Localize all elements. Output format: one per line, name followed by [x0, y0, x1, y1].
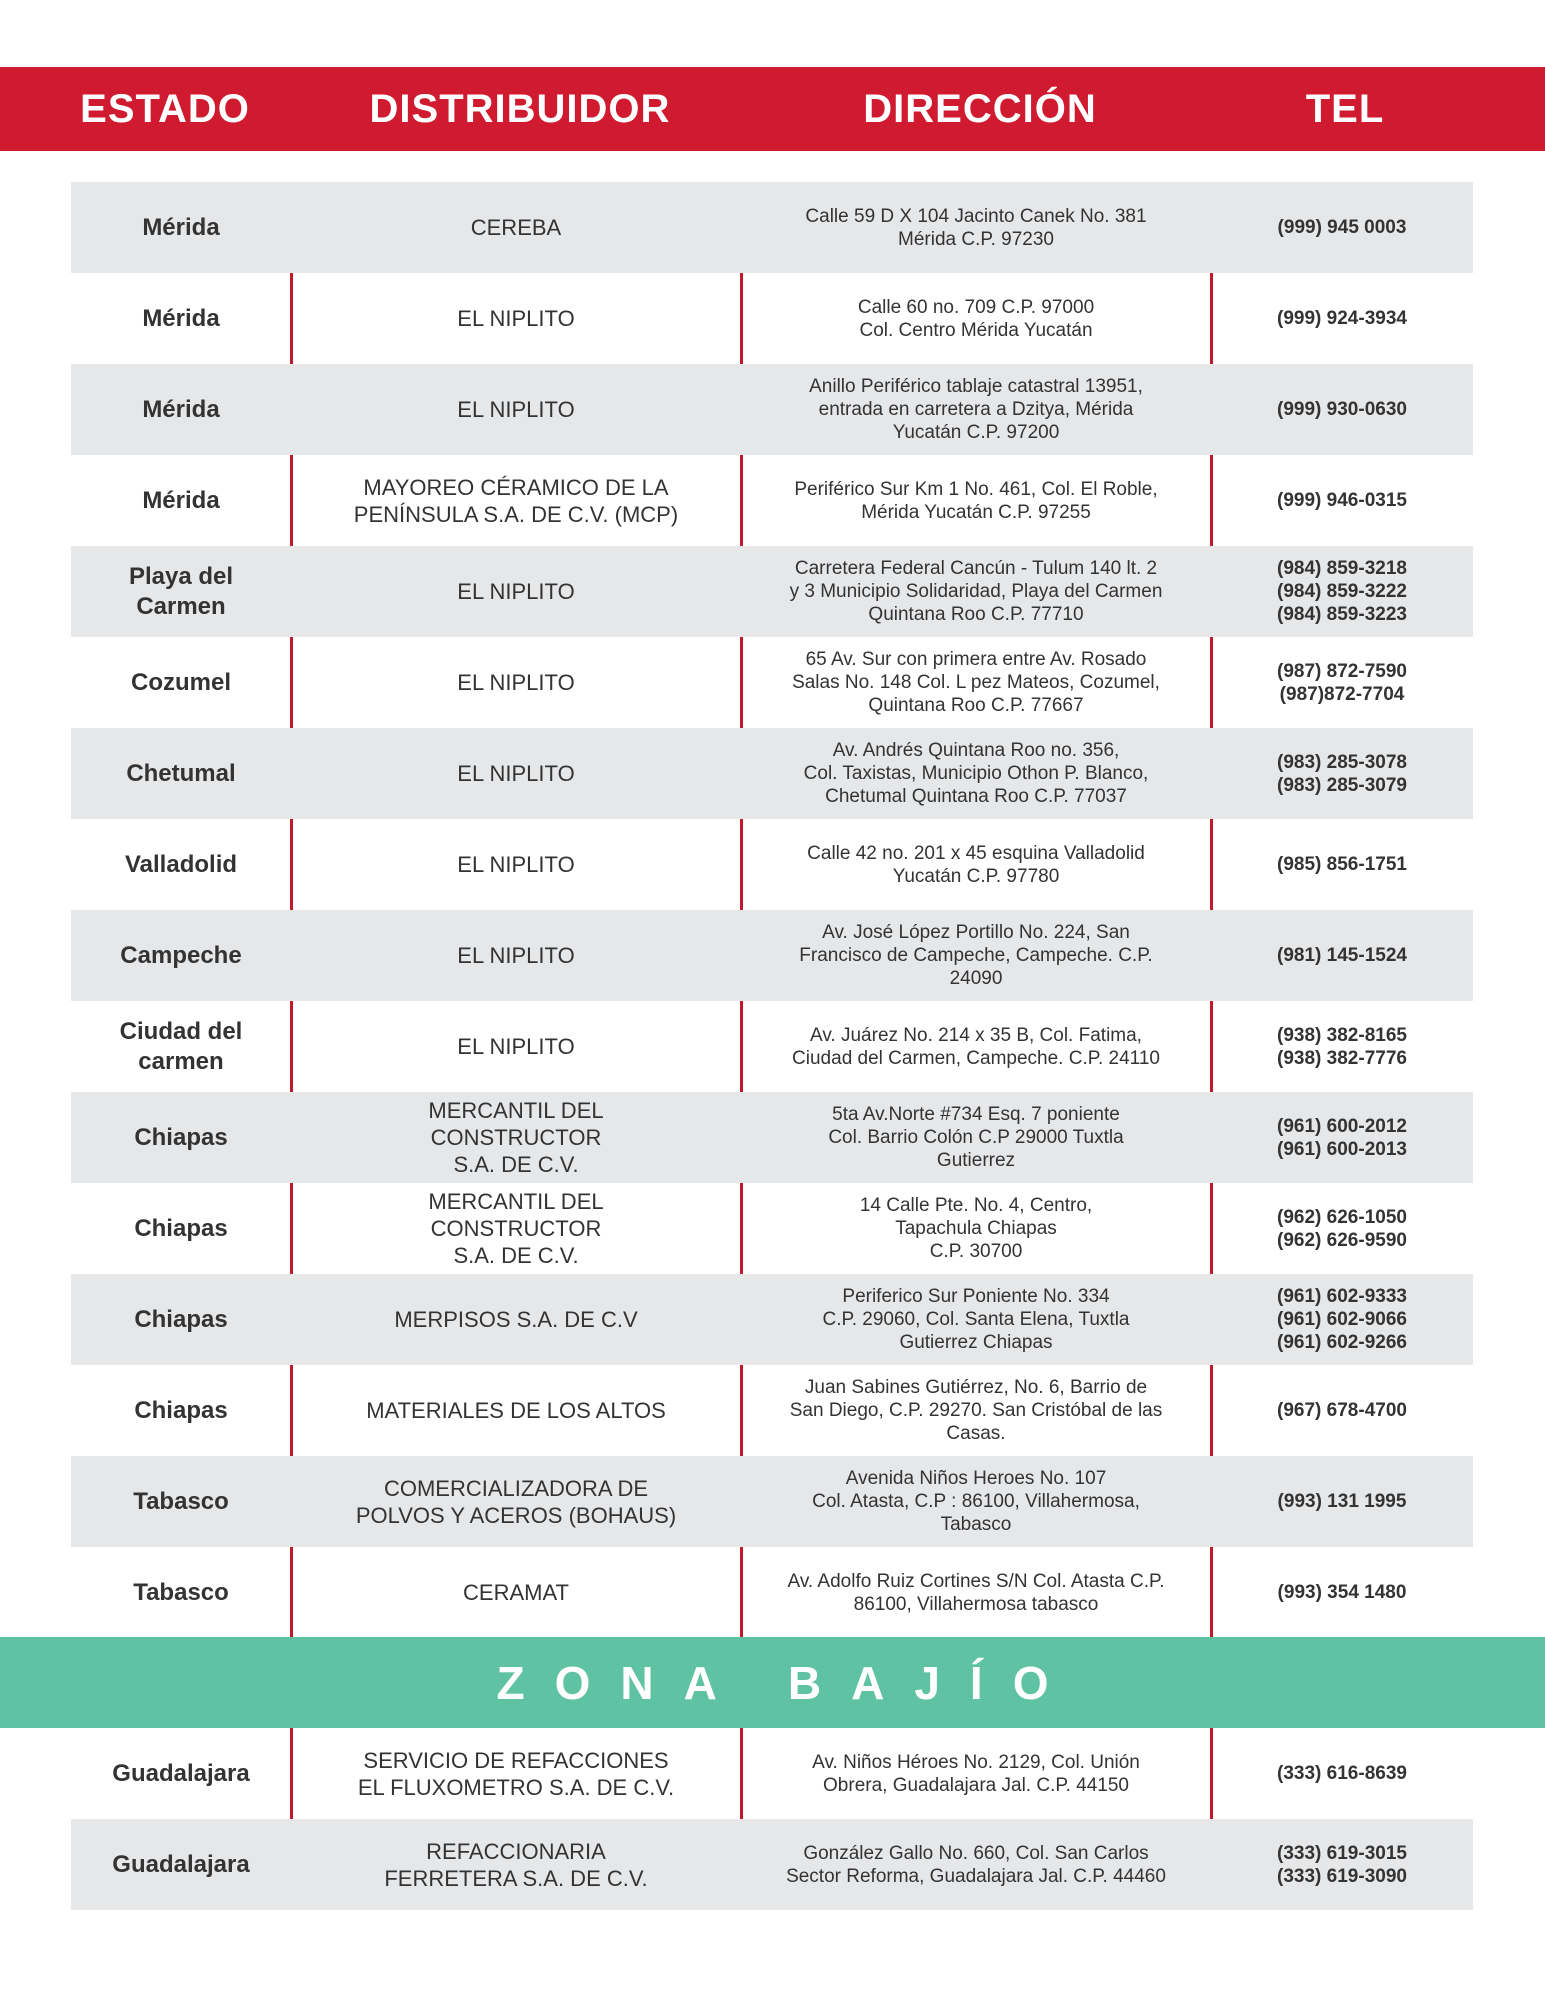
- estado-cell: [71, 1274, 291, 1365]
- column-divider: [290, 819, 293, 910]
- direccion-cell-line: Col. Barrio Colón C.P 29000 Tuxtla: [828, 1127, 1124, 1148]
- column-divider: [740, 1365, 743, 1456]
- direccion-cell: [741, 1274, 1211, 1365]
- direccion-cell-line: Gutierrez: [936, 1150, 1016, 1171]
- tel-cell-line: (987) 872-7590: [1277, 660, 1407, 682]
- direccion-cell-line: Salas No. 148 Col. L pez Mateos, Cozumel,: [792, 672, 1160, 693]
- distribuidor-cell-line: FERRETERA S.A. DE C.V.: [384, 1865, 648, 1891]
- distribuidor-cell: [291, 1183, 741, 1274]
- direccion-cell: [741, 546, 1211, 637]
- table-row: [71, 1547, 1473, 1638]
- column-divider: [290, 273, 293, 364]
- tel-cell: [1211, 1001, 1473, 1092]
- zona-bajio-title: ZONA BAJÍO: [496, 1656, 1079, 1709]
- direccion-cell-line: Sector Reforma, Guadalajara Jal. C.P. 44460: [786, 1865, 1166, 1887]
- direccion-cell-line: González Gallo No. 660, Col. San Carlos: [803, 1842, 1149, 1864]
- distribuidor-cell-line: S.A. DE C.V.: [453, 1152, 579, 1177]
- distribuidor-cell: [291, 364, 741, 455]
- tel-cell: [1211, 1092, 1473, 1183]
- tel-cell: [1211, 910, 1473, 1001]
- distribuidor-cell-line: EL NIPLITO: [457, 306, 575, 331]
- tel-cell-line: (333) 616-8639: [1277, 1763, 1407, 1784]
- tel-cell: [1211, 1456, 1473, 1547]
- distribuidor-cell-line: EL NIPLITO: [457, 852, 575, 877]
- direccion-cell-line: Mérida Yucatán C.P. 97255: [861, 501, 1091, 523]
- direccion-cell: [741, 182, 1211, 273]
- distribuidor-cell-line: EL FLUXOMETRO S.A. DE C.V.: [357, 1774, 675, 1800]
- distribuidor-cell: [291, 1456, 741, 1547]
- tel-cell: [1211, 728, 1473, 819]
- estado-cell-line: Playa del: [128, 562, 234, 590]
- column-divider: [740, 273, 743, 364]
- table-row: [71, 1092, 1473, 1183]
- direccion-cell-line: 24090: [949, 968, 1003, 989]
- table-row: [71, 1728, 1473, 1819]
- estado-cell-line: Campeche: [120, 941, 242, 969]
- direccion-cell: [741, 819, 1211, 910]
- direccion-cell-line: Yucatán C.P. 97200: [892, 422, 1060, 443]
- tel-cell-line: (984) 859-3218: [1277, 558, 1407, 579]
- tel-cell-line: (999) 945 0003: [1277, 217, 1407, 238]
- estado-cell: [71, 637, 291, 728]
- distribuidor-cell-line: SERVICIO DE REFACCIONES: [363, 1747, 669, 1773]
- column-divider: [290, 455, 293, 546]
- estado-cell: [71, 1728, 291, 1819]
- table-row: [71, 1819, 1473, 1910]
- direccion-cell: [741, 910, 1211, 1001]
- column-divider: [1210, 1547, 1213, 1638]
- tel-cell-line: (962) 626-9590: [1277, 1229, 1407, 1251]
- direccion-cell: [741, 1456, 1211, 1547]
- tel-cell-line: (333) 619-3015: [1277, 1842, 1407, 1864]
- column-divider: [290, 1001, 293, 1092]
- tel-cell-line: (938) 382-7776: [1277, 1047, 1407, 1069]
- table-row: [71, 819, 1473, 910]
- estado-cell-line: carmen: [138, 1047, 224, 1075]
- distribuidor-cell-line: EL NIPLITO: [457, 397, 575, 422]
- direccion-cell-line: Av. Juárez No. 214 x 35 B, Col. Fatima,: [810, 1024, 1142, 1046]
- tel-cell: [1211, 1274, 1473, 1365]
- distribuidor-cell: [291, 455, 741, 546]
- estado-cell: [71, 1819, 291, 1910]
- estado-cell-line: Chiapas: [134, 1305, 228, 1333]
- estado-cell-line: Mérida: [142, 395, 220, 423]
- direccion-cell-line: Carretera Federal Cancún - Tulum 140 lt. 2: [794, 558, 1158, 579]
- tel-cell: [1211, 546, 1473, 637]
- estado-cell: [71, 546, 291, 637]
- direccion-cell: [741, 1092, 1211, 1183]
- tel-cell: [1211, 364, 1473, 455]
- direccion-cell-line: Quintana Roo C.P. 77710: [868, 604, 1084, 625]
- direccion-cell-line: Tapachula Chiapas: [895, 1218, 1057, 1239]
- direccion-cell-line: y 3 Municipio Solidaridad, Playa del Carmen: [789, 581, 1163, 602]
- column-divider: [740, 1001, 743, 1092]
- table-row: [71, 546, 1473, 637]
- tel-cell-line: (984) 859-3222: [1277, 581, 1407, 602]
- direccion-cell-line: C.P. 29060, Col. Santa Elena, Tuxtla: [822, 1309, 1130, 1330]
- column-divider: [1210, 455, 1213, 546]
- direccion-cell: [741, 1365, 1211, 1456]
- distribuidor-cell: [291, 1001, 741, 1092]
- direccion-cell: [741, 1728, 1211, 1819]
- distribuidor-cell: [291, 273, 741, 364]
- estado-cell-line: Chiapas: [134, 1396, 228, 1424]
- tel-cell-line: (983) 285-3079: [1277, 774, 1407, 796]
- column-divider: [740, 1547, 743, 1638]
- direccion-cell-line: Col. Taxistas, Municipio Othon P. Blanco,: [803, 763, 1149, 784]
- direccion-cell-line: Calle 42 no. 201 x 45 esquina Valladolid: [807, 842, 1145, 864]
- estado-cell-line: Guadalajara: [112, 1850, 250, 1878]
- tel-cell-line: (984) 859-3223: [1277, 604, 1407, 625]
- column-divider: [1210, 1183, 1213, 1274]
- distribuidor-cell-line: REFACCIONARIA: [426, 1838, 606, 1864]
- direccion-cell-line: Avenida Niños Heroes No. 107: [845, 1468, 1107, 1489]
- table-row: [71, 910, 1473, 1001]
- distribuidor-cell-line: MERCANTIL DEL: [428, 1098, 604, 1123]
- distribuidor-cell-line: COMERCIALIZADORA DE: [383, 1475, 649, 1501]
- distribuidor-cell-line: CONSTRUCTOR: [430, 1216, 602, 1241]
- direccion-cell-line: C.P. 30700: [929, 1241, 1023, 1262]
- tel-cell-line: (961) 600-2013: [1277, 1138, 1407, 1160]
- tel-cell: [1211, 637, 1473, 728]
- direccion-cell-line: Tabasco: [940, 1514, 1012, 1535]
- tel-cell: [1211, 1728, 1473, 1819]
- direccion-cell-line: Av. Adolfo Ruiz Cortines S/N Col. Atasta C.P.: [787, 1570, 1165, 1592]
- distribuidor-cell-line: MATERIALES DE LOS ALTOS: [366, 1398, 666, 1423]
- distribuidor-cell-line: EL NIPLITO: [457, 1034, 575, 1059]
- distribuidor-cell: [291, 182, 741, 273]
- column-divider: [290, 1547, 293, 1638]
- table-row: [71, 1274, 1473, 1365]
- direccion-cell-line: Ciudad del Carmen, Campeche. C.P. 24110: [792, 1047, 1160, 1069]
- column-divider: [740, 455, 743, 546]
- estado-cell-line: Chiapas: [134, 1123, 228, 1151]
- column-divider: [740, 637, 743, 728]
- direccion-cell-line: Calle 59 D X 104 Jacinto Canek No. 381: [805, 205, 1147, 227]
- estado-cell-line: Mérida: [142, 213, 220, 241]
- direccion-cell-line: 14 Calle Pte. No. 4, Centro,: [859, 1195, 1093, 1216]
- distribuidor-cell: [291, 1365, 741, 1456]
- tel-cell-line: (981) 145-1524: [1277, 945, 1407, 966]
- estado-cell-line: Mérida: [142, 304, 220, 332]
- distribuidor-cell-line: CEREBA: [470, 215, 562, 240]
- distribuidor-cell: [291, 728, 741, 819]
- estado-cell-line: Mérida: [142, 486, 220, 514]
- distribuidor-cell-line: EL NIPLITO: [457, 943, 575, 968]
- estado-cell-line: Guadalajara: [112, 1759, 250, 1787]
- direccion-cell-line: Av. José López Portillo No. 224, San: [822, 922, 1130, 943]
- tel-cell-line: (961) 602-9066: [1277, 1309, 1407, 1330]
- header-direccion: DIRECCIÓN: [863, 87, 1097, 131]
- estado-cell: [71, 182, 291, 273]
- header-tel: TEL: [1305, 87, 1385, 131]
- estado-cell: [71, 728, 291, 819]
- distribuidor-cell-line: CONSTRUCTOR: [430, 1125, 602, 1150]
- tel-cell: [1211, 273, 1473, 364]
- table-row: [71, 1001, 1473, 1092]
- table-row: [71, 728, 1473, 819]
- estado-cell-line: Tabasco: [133, 1578, 229, 1606]
- tel-cell-line: (962) 626-1050: [1277, 1206, 1407, 1228]
- distribuidor-cell-line: PENÍNSULA S.A. DE C.V. (MCP): [353, 501, 679, 527]
- distribuidor-cell-line: CERAMAT: [463, 1580, 569, 1605]
- distribuidor-cell-line: POLVOS Y ACEROS (BOHAUS): [355, 1502, 677, 1528]
- tel-cell-line: (999) 930-0630: [1277, 399, 1407, 420]
- direccion-cell-line: Periferico Sur Poniente No. 334: [842, 1286, 1110, 1307]
- distribuidor-cell-line: EL NIPLITO: [457, 670, 575, 695]
- direccion-cell: [741, 273, 1211, 364]
- distribuidor-cell-line: MERPISOS S.A. DE C.V: [394, 1307, 638, 1332]
- table-row: [71, 637, 1473, 728]
- distribuidor-cell-line: EL NIPLITO: [457, 579, 575, 604]
- estado-cell: [71, 455, 291, 546]
- column-divider: [290, 1365, 293, 1456]
- column-divider: [740, 1728, 743, 1819]
- estado-cell-line: Chiapas: [134, 1214, 228, 1242]
- direccion-cell-line: Anillo Periférico tablaje catastral 13951,: [809, 376, 1143, 397]
- tel-cell: [1211, 182, 1473, 273]
- direccion-cell-line: 86100, Villahermosa tabasco: [853, 1593, 1099, 1615]
- estado-cell: [71, 1183, 291, 1274]
- tel-cell: [1211, 455, 1473, 546]
- direccion-cell-line: Casas.: [946, 1423, 1006, 1444]
- tel-cell-line: (938) 382-8165: [1277, 1024, 1407, 1046]
- tel-cell: [1211, 1365, 1473, 1456]
- column-divider: [740, 1183, 743, 1274]
- direccion-cell: [741, 1547, 1211, 1638]
- tel-cell-line: (993) 131 1995: [1277, 1491, 1407, 1512]
- column-divider: [1210, 637, 1213, 728]
- direccion-cell-line: Chetumal Quintana Roo C.P. 77037: [825, 786, 1127, 807]
- direccion-cell: [741, 1183, 1211, 1274]
- tel-cell: [1211, 1183, 1473, 1274]
- direccion-cell: [741, 455, 1211, 546]
- distribuidor-cell: [291, 1819, 741, 1910]
- tel-cell-line: (961) 602-9266: [1277, 1332, 1407, 1353]
- distribuidor-cell: [291, 1728, 741, 1819]
- distribuidor-cell: [291, 910, 741, 1001]
- estado-cell-line: Tabasco: [133, 1487, 229, 1515]
- estado-cell-line: Chetumal: [126, 759, 236, 787]
- tel-cell-line: (987)872-7704: [1279, 683, 1405, 705]
- tel-cell: [1211, 1547, 1473, 1638]
- column-divider: [740, 819, 743, 910]
- table-row: [71, 1183, 1473, 1274]
- header-distribuidor: DISTRIBUIDOR: [369, 87, 671, 131]
- direccion-cell-line: Av. Niños Héroes No. 2129, Col. Unión: [812, 1751, 1140, 1773]
- tel-cell: [1211, 1819, 1473, 1910]
- zona-bajio-banner: [0, 1637, 1545, 1728]
- direccion-cell-line: Gutierrez Chiapas: [899, 1332, 1053, 1353]
- distribuidor-cell: [291, 637, 741, 728]
- distribuidor-cell: [291, 1274, 741, 1365]
- direccion-cell-line: Mérida C.P. 97230: [898, 228, 1054, 250]
- distribuidor-cell: [291, 1547, 741, 1638]
- distribuidor-cell-line: EL NIPLITO: [457, 761, 575, 786]
- column-divider: [1210, 819, 1213, 910]
- direccion-cell-line: Obrera, Guadalajara Jal. C.P. 44150: [823, 1774, 1129, 1796]
- direccion-cell-line: entrada en carretera a Dzitya, Mérida: [818, 399, 1134, 420]
- direccion-cell-line: Quintana Roo C.P. 77667: [868, 695, 1084, 716]
- distribuidor-cell-line: MAYOREO CÉRAMICO DE LA: [363, 474, 669, 500]
- estado-cell: [71, 1365, 291, 1456]
- direccion-cell-line: Col. Atasta, C.P : 86100, Villahermosa,: [812, 1491, 1140, 1512]
- distribuidor-cell: [291, 819, 741, 910]
- table-header: [0, 67, 1545, 151]
- header-estado: ESTADO: [80, 87, 250, 131]
- tel-cell-line: (961) 602-9333: [1277, 1286, 1407, 1307]
- distribuidor-cell: [291, 546, 741, 637]
- tel-cell-line: (985) 856-1751: [1277, 854, 1407, 875]
- tel-cell-line: (999) 924-3934: [1277, 308, 1407, 329]
- estado-cell: [71, 910, 291, 1001]
- direccion-cell-line: Juan Sabines Gutiérrez, No. 6, Barrio de: [804, 1377, 1148, 1398]
- direccion-cell-line: Periférico Sur Km 1 No. 461, Col. El Roble,: [794, 478, 1158, 500]
- tel-cell-line: (993) 354 1480: [1277, 1582, 1407, 1603]
- column-divider: [1210, 273, 1213, 364]
- estado-cell-line: Ciudad del: [119, 1017, 243, 1045]
- column-divider: [290, 1183, 293, 1274]
- estado-cell-line: Carmen: [136, 592, 226, 620]
- estado-cell-line: Valladolid: [124, 850, 238, 878]
- estado-cell: [71, 1547, 291, 1638]
- estado-cell: [71, 1001, 291, 1092]
- direccion-cell-line: San Diego, C.P. 29270. San Cristóbal de las: [789, 1400, 1163, 1421]
- table-row: [71, 1365, 1473, 1456]
- table-row: [71, 273, 1473, 364]
- column-divider: [290, 637, 293, 728]
- tel-cell-line: (967) 678-4700: [1277, 1400, 1407, 1421]
- table-row: [71, 455, 1473, 546]
- column-divider: [1210, 1728, 1213, 1819]
- direccion-cell-line: Yucatán C.P. 97780: [892, 865, 1060, 887]
- direccion-cell-line: Calle 60 no. 709 C.P. 97000: [857, 296, 1095, 318]
- estado-cell-line: Cozumel: [130, 668, 231, 696]
- distribuidor-cell-line: S.A. DE C.V.: [453, 1243, 579, 1268]
- tel-cell-line: (983) 285-3078: [1277, 751, 1407, 773]
- direccion-cell: [741, 364, 1211, 455]
- column-divider: [1210, 1001, 1213, 1092]
- tel-cell: [1211, 819, 1473, 910]
- table-row: [71, 364, 1473, 455]
- tel-cell-line: (999) 946-0315: [1277, 490, 1407, 511]
- direccion-cell: [741, 1819, 1211, 1910]
- direccion-cell-line: Av. Andrés Quintana Roo no. 356,: [832, 740, 1120, 761]
- direccion-cell-line: 5ta Av.Norte #734 Esq. 7 poniente: [832, 1104, 1120, 1125]
- direccion-cell-line: 65 Av. Sur con primera entre Av. Rosado: [805, 649, 1147, 670]
- direccion-cell-line: Col. Centro Mérida Yucatán: [859, 319, 1093, 341]
- direccion-cell-line: Francisco de Campeche, Campeche. C.P.: [799, 945, 1153, 966]
- direccion-cell: [741, 728, 1211, 819]
- tel-cell-line: (333) 619-3090: [1277, 1865, 1407, 1887]
- estado-cell: [71, 1092, 291, 1183]
- table-row: [71, 182, 1473, 273]
- estado-cell: [71, 1456, 291, 1547]
- table-row: [71, 1456, 1473, 1547]
- estado-cell: [71, 819, 291, 910]
- column-divider: [1210, 1365, 1213, 1456]
- direccion-cell: [741, 1001, 1211, 1092]
- distribuidor-cell-line: MERCANTIL DEL: [428, 1189, 604, 1214]
- tel-cell-line: (961) 600-2012: [1277, 1115, 1407, 1137]
- distribuidor-cell: [291, 1092, 741, 1183]
- estado-cell: [71, 364, 291, 455]
- estado-cell: [71, 273, 291, 364]
- direccion-cell: [741, 637, 1211, 728]
- column-divider: [290, 1728, 293, 1819]
